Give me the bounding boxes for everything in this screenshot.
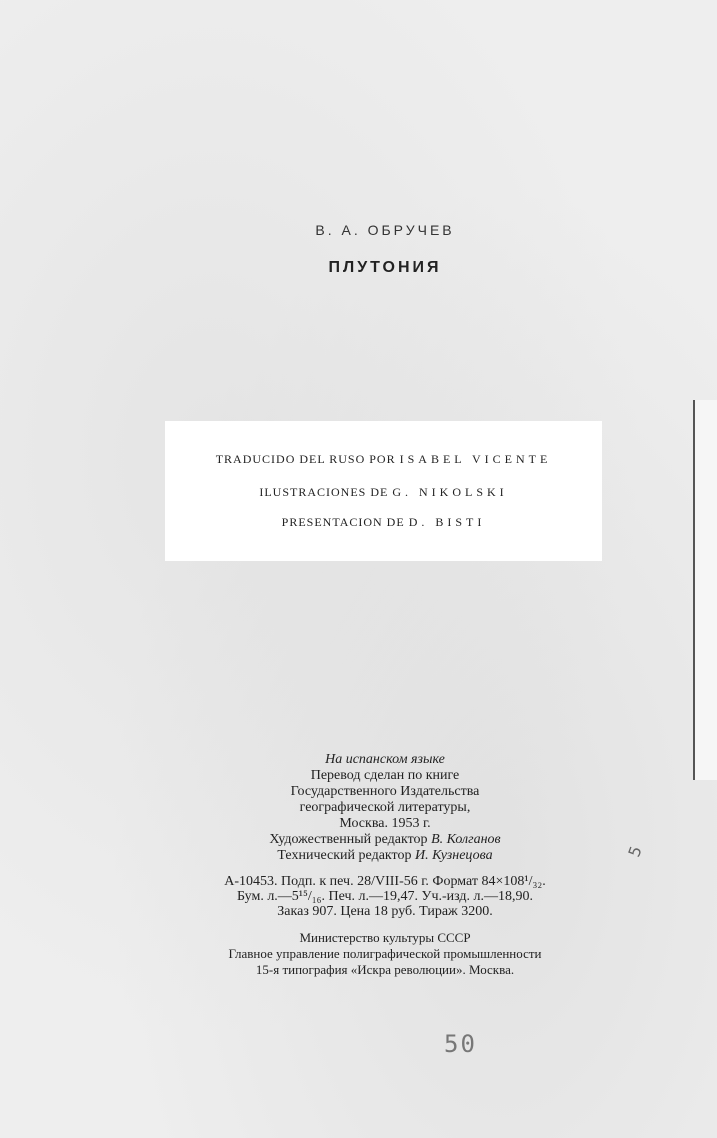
tech-editor-label: Технический редактор (277, 848, 412, 863)
art-editor-name: В. Колганов (431, 832, 501, 847)
tech-editor-name: И. Кузнецова (414, 848, 493, 863)
presentation-line (165, 515, 602, 530)
author-name: В. А. ОБРУЧЕВ (315, 222, 455, 238)
book-title: ПЛУТОНИЯ (328, 259, 442, 276)
language-note: На испанском языке (325, 752, 445, 767)
handwritten-number: 50 (444, 1030, 477, 1058)
translator-name: ISABEL VICENTE (399, 452, 552, 466)
translation-source-4: Москва. 1953 г. (339, 816, 431, 831)
illustrator-line (165, 485, 602, 500)
credits-box (165, 421, 602, 561)
translator-line (165, 452, 602, 467)
print-details-3: Заказ 907. Цена 18 руб. Тираж 3200. (277, 904, 493, 919)
print-details-1: А-10453. Подп. к печ. 28/VIII-56 г. Формат 84×108¹/₃₂. (224, 874, 546, 889)
print-details-2: Бум. л.—5¹⁵/₁₆. Печ. л.—19,47. Уч.-изд. л.—18,90. (236, 889, 534, 904)
presenter-name: D. BISTI (408, 515, 486, 529)
printing-board-line: Главное управление полиграфической промышленности (228, 946, 542, 961)
page-edge (693, 400, 717, 780)
illustrator-prefix: ILUSTRACIONES DE (259, 485, 389, 499)
translation-source-3: географической литературы, (299, 800, 471, 815)
tech-editor (0, 848, 717, 864)
art-editor-label: Художественный редактор (269, 832, 428, 847)
translation-source-1: Перевод сделан по книге (310, 768, 460, 783)
translation-source-2: Государственного Издательства (290, 784, 480, 799)
margin-mark: 5 (624, 843, 646, 860)
translator-prefix: TRADUCIDO DEL RUSO POR (215, 452, 396, 466)
art-editor (0, 832, 717, 848)
presentation-prefix: PRESENTACION DE (281, 515, 405, 529)
illustrator-name: G. NIKOLSKI (392, 485, 508, 499)
printing-house-line: 15-я типография «Искра революции». Москва. (255, 962, 515, 977)
ministry-line: Министерство культуры СССР (299, 930, 471, 945)
